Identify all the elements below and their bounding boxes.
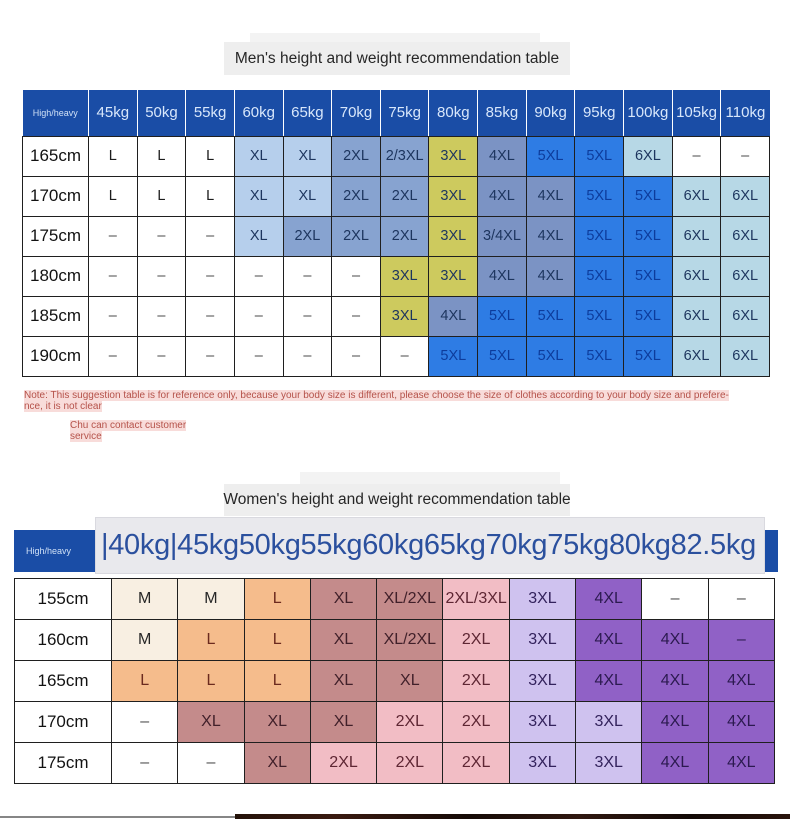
size-cell: 4XL [576,579,642,620]
contact-note-text: Chu can contact customer service [70,420,187,442]
size-cell: 2XL [377,702,443,743]
table-row [23,176,770,216]
size-cell: XL/2XL [377,579,443,620]
size-cell: 5XL [575,176,624,216]
size-cell: XL [310,579,376,620]
size-cell: L [137,176,186,216]
weight-column-header: 70kg [332,90,381,136]
height-row-label: 155cm [15,579,112,620]
size-cell: 5XL [624,216,673,256]
size-cell: 2XL [332,216,381,256]
size-cell: – [708,620,774,661]
men-table-title: Men's height and weight recommendation table [224,42,570,75]
size-cell: – [332,336,381,376]
size-cell: – [186,336,235,376]
size-cell: L [178,661,244,702]
size-cell: 6XL [672,176,721,216]
note-text [24,390,772,412]
size-cell: – [137,216,186,256]
size-cell: – [89,216,138,256]
height-row-label: 190cm [23,336,89,376]
size-cell: 5XL [575,336,624,376]
weight-column-header: 50kg [137,90,186,136]
size-cell: 3XL [429,176,478,216]
size-cell: 2XL [283,216,332,256]
size-cell: 6XL [721,256,770,296]
size-cell: XL [310,661,376,702]
height-row-label: 185cm [23,296,89,336]
height-row-label: 180cm [23,256,89,296]
size-cell: 3XL [429,216,478,256]
size-cell: – [178,743,244,784]
size-cell: 2XL [443,702,509,743]
size-cell: 2XL [380,176,429,216]
table-row [23,336,770,376]
size-cell: – [380,336,429,376]
size-cell: 2XL/3XL [443,579,509,620]
size-cell: XL [178,702,244,743]
size-cell: – [186,256,235,296]
height-row-label: 165cm [23,136,89,176]
size-cell: 4XL [642,702,708,743]
women-table-title: Women's height and weight recommendation table [224,484,570,516]
size-cell: 2XL [380,216,429,256]
size-cell: 4XL [526,216,575,256]
weight-column-header: 95kg [575,90,624,136]
weight-column-header: 60kg [234,90,283,136]
size-cell: L [137,136,186,176]
size-cell: 2XL [332,176,381,216]
weight-column-header: 100kg [624,90,673,136]
size-cell: 4XL [478,136,527,176]
weight-column-header: 90kg [526,90,575,136]
size-cell: – [89,256,138,296]
women-corner-label: High/heavy [26,546,72,556]
size-cell: L [244,661,310,702]
size-cell: L [178,620,244,661]
size-cell: 2XL [443,620,509,661]
size-cell: 5XL [526,296,575,336]
men-size-table [22,90,770,377]
size-cell: XL/2XL [377,620,443,661]
size-cell: XL [244,743,310,784]
size-cell: – [137,296,186,336]
size-cell: M [112,579,178,620]
note-line-1: Note: This suggestion table is for reference only, because your body size is different, please choose the size of clothes according to your body size and prefere- [24,390,729,401]
contact-note [70,420,192,442]
weight-column-header: 110kg [721,90,770,136]
size-cell: 5XL [575,216,624,256]
size-cell: – [234,256,283,296]
size-cell: XL [244,702,310,743]
size-cell: XL [310,620,376,661]
table-row [23,296,770,336]
height-row-label: 165cm [15,661,112,702]
size-cell: 4XL [478,256,527,296]
size-cell: – [186,296,235,336]
size-cell: – [283,296,332,336]
table-row [15,743,775,784]
size-cell: – [332,256,381,296]
height-row-label: 170cm [23,176,89,216]
size-cell: 3XL [576,702,642,743]
size-cell: L [244,579,310,620]
size-cell: 5XL [478,336,527,376]
size-cell: 4XL [526,176,575,216]
size-cell: 6XL [721,216,770,256]
size-cell: L [89,136,138,176]
size-cell: 5XL [575,136,624,176]
size-cell: XL [283,176,332,216]
note-line-2: nce, it is not clear [24,401,102,412]
women-size-table [14,578,775,784]
header-row [23,90,770,136]
size-cell: 3XL [429,256,478,296]
size-cell: L [244,620,310,661]
size-cell: – [89,336,138,376]
size-cell: XL [377,661,443,702]
size-cell: 4XL [576,661,642,702]
size-cell: 2XL [377,743,443,784]
size-cell: 4XL [642,620,708,661]
size-cell: – [642,579,708,620]
size-cell: 6XL [672,216,721,256]
size-cell: – [721,136,770,176]
size-cell: L [89,176,138,216]
height-row-label: 160cm [15,620,112,661]
size-cell: XL [310,702,376,743]
size-cell: – [283,256,332,296]
size-cell: L [186,176,235,216]
size-cell: – [137,256,186,296]
size-cell: 2XL [332,136,381,176]
size-cell: 4XL [642,743,708,784]
size-cell: XL [234,136,283,176]
size-cell: XL [283,136,332,176]
size-cell: 3XL [380,256,429,296]
size-cell: 5XL [575,296,624,336]
table-row [15,661,775,702]
size-cell: 4XL [576,620,642,661]
size-cell: 5XL [478,296,527,336]
table-row [23,136,770,176]
size-cell: – [234,336,283,376]
size-cell: 3XL [509,620,575,661]
size-cell: – [89,296,138,336]
weight-column-header: 75kg [380,90,429,136]
weight-column-header: 45kg [89,90,138,136]
size-cell: 6XL [721,336,770,376]
weight-column-header: 85kg [478,90,527,136]
size-cell: 3XL [509,743,575,784]
size-cell: – [708,579,774,620]
size-cell: 3XL [509,579,575,620]
size-cell: 4XL [708,702,774,743]
size-cell: – [186,216,235,256]
size-cell: 5XL [624,336,673,376]
size-cell: 2XL [443,661,509,702]
size-cell: L [112,661,178,702]
table-row [23,256,770,296]
size-cell: 2XL [443,743,509,784]
bottom-strip-photo-edge [235,814,790,819]
weight-column-header: 80kg [429,90,478,136]
size-cell: 4XL [526,256,575,296]
size-cell: 6XL [672,256,721,296]
size-cell: – [332,296,381,336]
size-cell: 5XL [624,176,673,216]
height-row-label: 175cm [23,216,89,256]
size-cell: 3/4XL [478,216,527,256]
size-cell: 3XL [509,702,575,743]
size-cell: 3XL [576,743,642,784]
size-cell: 4XL [642,661,708,702]
size-cell: XL [234,216,283,256]
size-cell: 6XL [672,296,721,336]
weight-column-header: 105kg [672,90,721,136]
size-cell: 6XL [721,296,770,336]
size-cell: 6XL [624,136,673,176]
height-row-label: 175cm [15,743,112,784]
size-cell: L [186,136,235,176]
size-cell: 4XL [478,176,527,216]
weight-column-header: 65kg [283,90,332,136]
table-row [23,216,770,256]
size-cell: 5XL [624,296,673,336]
size-cell: 4XL [708,661,774,702]
size-cell: M [112,620,178,661]
size-cell: – [112,743,178,784]
height-row-label: 170cm [15,702,112,743]
size-cell: – [672,136,721,176]
size-cell: 4XL [429,296,478,336]
weight-column-header: 55kg [186,90,235,136]
size-cell: 2XL [310,743,376,784]
size-cell: – [234,296,283,336]
size-cell: 5XL [526,136,575,176]
size-cell: 5XL [624,256,673,296]
size-cell: 6XL [721,176,770,216]
size-cell: 5XL [429,336,478,376]
size-cell: – [137,336,186,376]
size-cell: M [178,579,244,620]
size-cell: 4XL [708,743,774,784]
size-cell: XL [234,176,283,216]
size-cell: 2/3XL [380,136,429,176]
size-cell: 6XL [672,336,721,376]
corner-label: High/heavy [23,90,89,136]
size-cell: 3XL [509,661,575,702]
weight-translation-overlay: |40kg|45kg50kg55kg60kg65kg70kg75kg80kg82.5kg [95,517,765,574]
bottom-strip-gray [0,816,235,818]
table-row [15,620,775,661]
size-cell: – [283,336,332,376]
size-cell: 5XL [575,256,624,296]
table-row [15,579,775,620]
size-cell: – [112,702,178,743]
size-cell: 3XL [429,136,478,176]
size-cell: 5XL [526,336,575,376]
table-row [15,702,775,743]
size-cell: 3XL [380,296,429,336]
